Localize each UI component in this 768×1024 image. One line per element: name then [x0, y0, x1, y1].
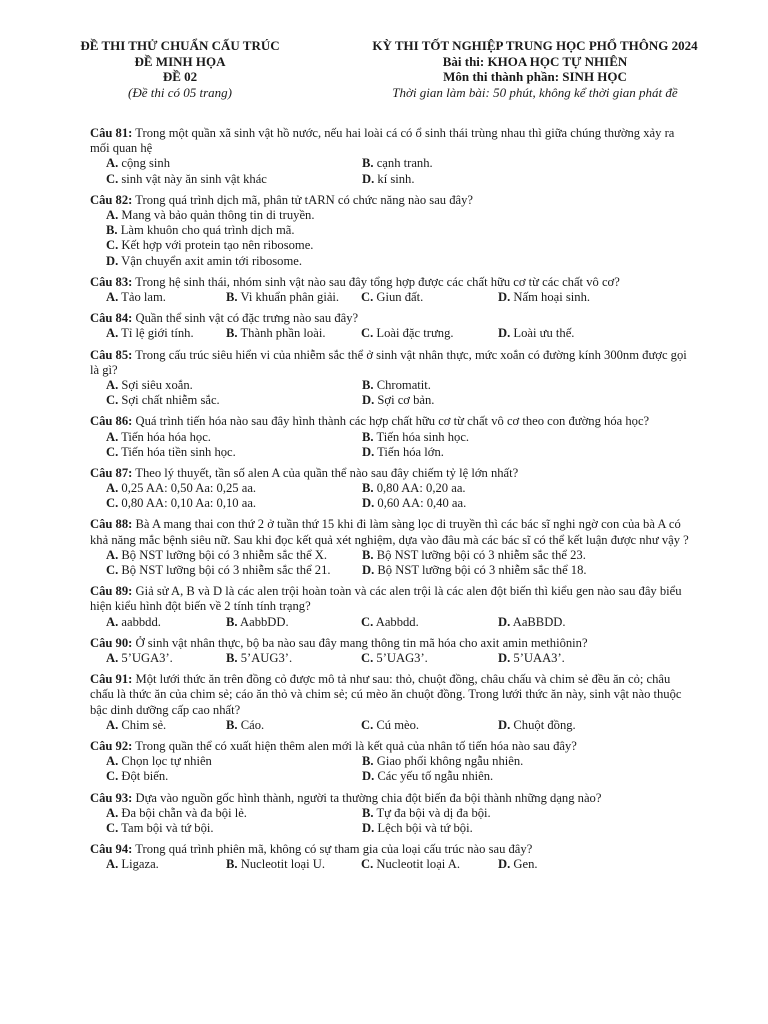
question-stem: Theo lý thuyết, tần số alen A của quần thể nào sau đây chiếm tỷ lệ lớn nhất? — [135, 465, 519, 480]
question-stem: Trong quá trình phiên mã, không có sự tham gia của loại cấu trúc nào sau đây? — [135, 842, 533, 857]
answer-option — [498, 651, 565, 666]
answer-options — [90, 156, 690, 186]
option-text: Đa bội chẵn và đa bội lẻ. — [121, 805, 247, 820]
question — [90, 193, 690, 269]
answer-options — [90, 378, 690, 408]
component-subject: Môn thi thành phần: SINH HỌC — [443, 69, 627, 84]
option-label: A. — [106, 289, 119, 304]
option-label: D. — [106, 253, 119, 268]
option-label: C. — [361, 651, 374, 666]
answer-option — [106, 156, 170, 171]
question — [90, 672, 690, 733]
option-text: Vi khuẩn phân giải. — [240, 289, 340, 304]
question-number: Câu 91: — [90, 672, 133, 687]
option-text: Bộ NST lưỡng bội có 3 nhiễm sắc thể 18. — [377, 563, 587, 578]
answer-option — [106, 172, 267, 187]
question-text — [90, 414, 690, 429]
answer-option — [362, 156, 433, 171]
question-text — [90, 275, 690, 290]
option-label: B. — [226, 717, 238, 732]
answer-option — [106, 615, 161, 630]
option-text: Lệch bội và tứ bội. — [377, 820, 473, 835]
option-label: A. — [106, 614, 119, 629]
question — [90, 348, 690, 409]
question-number: Câu 86: — [90, 414, 133, 429]
option-text: Bộ NST lưỡng bội có 3 nhiễm sắc thể 23. — [376, 547, 586, 562]
option-label: A. — [106, 377, 119, 392]
option-label: B. — [362, 805, 374, 820]
answer-option — [362, 548, 586, 563]
option-label: D. — [362, 563, 375, 578]
option-text: Chim sẻ. — [121, 717, 167, 732]
question-stem: Trong quần thể có xuất hiện thêm alen mới là kết quả của nhân tố tiến hóa nào sau đây? — [135, 739, 577, 754]
option-label: A. — [106, 805, 119, 820]
answer-option — [106, 208, 314, 223]
option-text: Tiến hóa lớn. — [377, 444, 444, 459]
option-text: Sợi chất nhiễm sắc. — [121, 393, 220, 408]
question-list — [90, 126, 690, 879]
option-text: Vận chuyển axit amin tới ribosome. — [121, 253, 303, 268]
question-number: Câu 83: — [90, 274, 133, 289]
answer-option — [106, 481, 256, 496]
option-text: Ligaza. — [121, 857, 159, 872]
option-text: Sợi siêu xoắn. — [121, 377, 193, 392]
option-text: Tiến hóa tiền sinh học. — [121, 444, 236, 459]
answer-option — [362, 445, 444, 460]
option-text: Giao phối không ngẫu nhiên. — [376, 754, 524, 769]
answer-option — [106, 496, 256, 511]
option-label: C. — [361, 614, 374, 629]
question-number: Câu 92: — [90, 739, 133, 754]
option-label: A. — [106, 754, 119, 769]
option-text: 0,60 AA: 0,40 aa. — [377, 496, 467, 511]
option-label: A. — [106, 481, 119, 496]
option-label: B. — [106, 223, 118, 238]
option-label: C. — [106, 496, 119, 511]
option-text: 0,80 AA: 0,10 Aa: 0,10 aa. — [121, 496, 257, 511]
option-label: C. — [361, 857, 374, 872]
option-label: B. — [362, 156, 374, 171]
answer-option — [362, 378, 431, 393]
option-text: Loài ưu thế. — [513, 326, 575, 341]
option-text: Sợi cơ bản. — [377, 393, 435, 408]
question-number: Câu 90: — [90, 635, 133, 650]
question-number: Câu 89: — [90, 584, 133, 599]
question — [90, 791, 690, 837]
answer-option — [498, 326, 574, 341]
option-text: Cú mèo. — [376, 717, 420, 732]
question — [90, 311, 690, 341]
option-text: Cáo. — [240, 717, 265, 732]
option-text: 5’AUG3’. — [240, 651, 293, 666]
question-stem: Quần thể sinh vật có đặc trưng nào sau đây? — [135, 311, 359, 326]
option-label: A. — [106, 207, 119, 222]
question-number: Câu 81: — [90, 126, 133, 140]
answer-options — [90, 806, 690, 836]
answer-option — [361, 718, 419, 733]
option-text: Tiến hóa hóa học. — [121, 429, 211, 444]
answer-option — [106, 806, 247, 821]
question-stem: Giả sử A, B và D là các alen trội hoàn toàn và các alen trội là các alen đột biến thì kiểu gen nào sau đây biểu hiện kiểu hình đột biến về 2 tính tính trạng? — [90, 584, 682, 614]
question-stem: Một lưới thức ăn trên đồng cỏ được mô tả như sau: thỏ, chuột đồng, châu chấu và chim sẻ đều ăn cỏ; châu chấu là thức ăn của chim sẻ; cáo ăn thỏ và chim sẻ; cú mèo ăn chuột đồng. Trong lưới thức ăn này, sinh vật nào thuộc bậc dinh dưỡng cấp cao nhất? — [90, 672, 682, 717]
answer-option — [361, 615, 419, 630]
answer-option — [362, 430, 469, 445]
answer-option — [361, 326, 454, 341]
question-stem: Dựa vào nguồn gốc hình thành, người ta thường chia đột biến đa bội thành những dạng nào? — [135, 790, 602, 805]
option-label: B. — [362, 429, 374, 444]
option-label: A. — [106, 651, 119, 666]
answer-option — [106, 651, 173, 666]
option-text: Tiến hóa sinh học. — [376, 429, 470, 444]
option-text: kí sinh. — [377, 171, 415, 186]
question-number: Câu 82: — [90, 192, 133, 207]
answer-option — [106, 326, 194, 341]
header-right — [350, 38, 720, 100]
option-text: Tảo lam. — [121, 289, 166, 304]
question-stem: Ở sinh vật nhân thực, bộ ba nào sau đây mang thông tin mã hóa cho axit amin methiônin? — [135, 635, 588, 650]
option-label: C. — [106, 171, 119, 186]
option-label: C. — [106, 393, 119, 408]
option-label: A. — [106, 326, 119, 341]
option-text: 5’UGA3’. — [121, 651, 173, 666]
answer-option — [498, 857, 538, 872]
answer-option — [106, 718, 166, 733]
option-text: Tam bội và tứ bội. — [121, 820, 214, 835]
option-label: D. — [498, 289, 511, 304]
option-label: D. — [362, 171, 375, 186]
option-text: Kết hợp với protein tạo nên ribosome. — [121, 238, 314, 253]
option-label: B. — [226, 857, 238, 872]
option-label: B. — [362, 547, 374, 562]
option-label: A. — [106, 547, 119, 562]
option-label: D. — [362, 820, 375, 835]
question-number: Câu 93: — [90, 790, 133, 805]
question — [90, 842, 690, 872]
option-text: 5’UAA3’. — [513, 651, 565, 666]
option-text: Bộ NST lưỡng bội có 3 nhiễm sắc thể X. — [121, 547, 328, 562]
option-label: A. — [106, 156, 119, 171]
option-label: D. — [498, 857, 511, 872]
answer-option — [106, 548, 327, 563]
answer-option — [362, 496, 466, 511]
answer-option — [362, 481, 466, 496]
answer-options — [90, 651, 690, 666]
answer-option — [106, 821, 214, 836]
answer-options — [90, 754, 690, 784]
answer-options — [90, 290, 690, 305]
option-label: C. — [106, 820, 119, 835]
option-label: D. — [498, 614, 511, 629]
answer-options — [90, 430, 690, 460]
option-label: D. — [362, 393, 375, 408]
question-text — [90, 193, 690, 208]
question-text — [90, 466, 690, 481]
question-text — [90, 126, 690, 156]
question-stem: Bà A mang thai con thứ 2 ở tuần thứ 15 khi đi làm sàng lọc di truyền thì các bác sĩ nghi ngờ con của bà A có khả năng mắc bệnh siêu nữ. Sau khi đọc kết quả xét nghiệm, dựa vào đâu mà các bác sĩ có thể kết luận được như vậy ? — [90, 517, 689, 547]
question — [90, 275, 690, 305]
option-text: Nấm hoại sinh. — [513, 289, 591, 304]
answer-option — [106, 769, 168, 784]
option-text: Loài đặc trưng. — [376, 326, 454, 341]
question — [90, 517, 690, 578]
option-text: aabbdd. — [121, 614, 161, 629]
answer-options — [90, 857, 690, 872]
answer-option — [226, 326, 325, 341]
answer-option — [106, 378, 193, 393]
option-label: B. — [362, 481, 374, 496]
option-text: 0,80 AA: 0,20 aa. — [376, 481, 466, 496]
question-text — [90, 672, 690, 718]
option-text: Mang và bảo quản thông tin di truyền. — [121, 207, 315, 222]
option-text: Chuột đồng. — [513, 717, 576, 732]
time-allowed: Thời gian làm bài: 50 phút, không kể thời gian phát đề — [392, 84, 678, 100]
answer-options — [90, 326, 690, 341]
option-label: B. — [362, 377, 374, 392]
answer-option — [106, 393, 220, 408]
answer-option — [362, 172, 415, 187]
question-text — [90, 791, 690, 806]
option-text: Thành phần loài. — [240, 326, 326, 341]
option-text: Bộ NST lưỡng bội có 3 nhiễm sắc thể 21. — [121, 563, 331, 578]
option-text: Tỉ lệ giới tính. — [121, 326, 194, 341]
option-label: B. — [226, 326, 238, 341]
option-text: Giun đất. — [376, 289, 424, 304]
question-number: Câu 84: — [90, 311, 133, 326]
question-stem: Trong một quần xã sinh vật hồ nước, nếu hai loài cá có ổ sinh thái trùng nhau thì giữa chúng thường xảy ra mối quan hệ — [90, 126, 675, 156]
answer-option — [106, 754, 212, 769]
option-text: sinh vật này ăn sinh vật khác — [121, 171, 267, 186]
header-left — [60, 38, 300, 100]
answer-option — [361, 857, 460, 872]
option-label: D. — [362, 769, 375, 784]
answer-option — [226, 718, 264, 733]
exam-header — [0, 38, 768, 110]
answer-option — [362, 754, 523, 769]
option-label: D. — [498, 717, 511, 732]
answer-option — [498, 290, 590, 305]
answer-option — [361, 290, 423, 305]
option-label: C. — [106, 238, 119, 253]
answer-option — [106, 857, 159, 872]
mock-exam-title: ĐỀ THI THỬ CHUẨN CẤU TRÚC — [80, 38, 280, 53]
option-text: Nucleotit loại U. — [240, 857, 326, 872]
question-stem: Trong quá trình dịch mã, phân tử tARN có chức năng nào sau đây? — [135, 192, 474, 207]
question — [90, 739, 690, 785]
option-label: D. — [498, 651, 511, 666]
answer-option — [226, 290, 339, 305]
question-stem: Trong hệ sinh thái, nhóm sinh vật nào sau đây tổng hợp được các chất hữu cơ từ các chất vô cơ? — [135, 274, 620, 289]
answer-option — [106, 254, 302, 269]
exam-code: ĐỀ 02 — [162, 69, 198, 84]
question-number: Câu 87: — [90, 465, 133, 480]
option-label: A. — [106, 717, 119, 732]
option-text: Chromatit. — [376, 377, 431, 392]
option-label: D. — [498, 326, 511, 341]
exam-name: KỲ THI TỐT NGHIỆP TRUNG HỌC PHỔ THÔNG 2024 — [372, 38, 698, 53]
answer-option — [361, 651, 428, 666]
option-text: Nucleotit loại A. — [376, 857, 460, 872]
option-label: C. — [106, 563, 119, 578]
option-text: cộng sinh — [121, 156, 171, 171]
answer-options — [90, 615, 690, 630]
answer-option — [106, 563, 331, 578]
answer-options — [90, 548, 690, 578]
option-label: D. — [362, 496, 375, 511]
option-text: cạnh tranh. — [376, 156, 433, 171]
option-text: Aabbdd. — [375, 614, 419, 629]
answer-option — [362, 769, 493, 784]
option-text: Các yếu tố ngẫu nhiên. — [377, 769, 494, 784]
question-text — [90, 636, 690, 651]
option-text: 5’UAG3’. — [376, 651, 428, 666]
option-text: Làm khuôn cho quá trình dịch mã. — [120, 223, 295, 238]
option-label: C. — [106, 769, 119, 784]
question-text — [90, 584, 690, 614]
option-label: C. — [361, 289, 374, 304]
option-label: C. — [106, 444, 119, 459]
question-text — [90, 517, 690, 547]
question-text — [90, 739, 690, 754]
option-label: B. — [362, 754, 374, 769]
sample-exam-label: ĐỀ MINH HỌA — [134, 53, 226, 69]
option-text: AabbDD. — [240, 614, 289, 629]
question — [90, 466, 690, 512]
option-label: B. — [226, 289, 238, 304]
option-label: C. — [361, 326, 374, 341]
option-text: Chọn lọc tự nhiên — [121, 754, 212, 769]
option-text: 0,25 AA: 0,50 Aa: 0,25 aa. — [121, 481, 257, 496]
answer-option — [106, 430, 211, 445]
answer-option — [362, 563, 587, 578]
answer-option — [106, 445, 236, 460]
question — [90, 126, 690, 187]
answer-option — [362, 393, 434, 408]
option-label: B. — [226, 651, 238, 666]
answer-option — [498, 615, 566, 630]
option-label: A. — [106, 429, 119, 444]
answer-option — [226, 615, 289, 630]
test-subject: Bài thi: KHOA HỌC TỰ NHIÊN — [442, 53, 628, 69]
question-text — [90, 842, 690, 857]
question — [90, 636, 690, 666]
question-number: Câu 88: — [90, 517, 133, 532]
option-text: Tự đa bội và dị đa bội. — [376, 805, 491, 820]
option-text: AaBBDD. — [512, 614, 566, 629]
question — [90, 584, 690, 630]
option-label: D. — [362, 444, 375, 459]
option-label: B. — [226, 614, 238, 629]
option-label: A. — [106, 857, 119, 872]
answer-option — [226, 857, 325, 872]
question-stem: Trong cấu trúc siêu hiển vi của nhiễm sắc thể ở sinh vật nhân thực, mức xoắn có đường kính 300nm được gọi là gì? — [90, 347, 687, 377]
question-number: Câu 85: — [90, 347, 133, 362]
answer-option — [226, 651, 292, 666]
answer-option — [106, 238, 313, 253]
answer-option — [106, 223, 295, 238]
page-count-note: (Đề thi có 05 trang) — [128, 84, 232, 100]
option-label: C. — [361, 717, 374, 732]
answer-option — [498, 718, 576, 733]
answer-option — [362, 821, 473, 836]
option-text: Gen. — [513, 857, 538, 872]
question-text — [90, 348, 690, 378]
question — [90, 414, 690, 460]
answer-options — [90, 718, 690, 733]
answer-options — [90, 208, 690, 269]
option-text: Đột biến. — [121, 769, 169, 784]
answer-options — [90, 481, 690, 511]
question-stem: Quá trình tiến hóa nào sau đây hình thành các hợp chất hữu cơ từ chất vô cơ theo con đường hóa học? — [135, 414, 650, 429]
question-text — [90, 311, 690, 326]
question-number: Câu 94: — [90, 842, 133, 857]
answer-option — [106, 290, 166, 305]
answer-option — [362, 806, 491, 821]
